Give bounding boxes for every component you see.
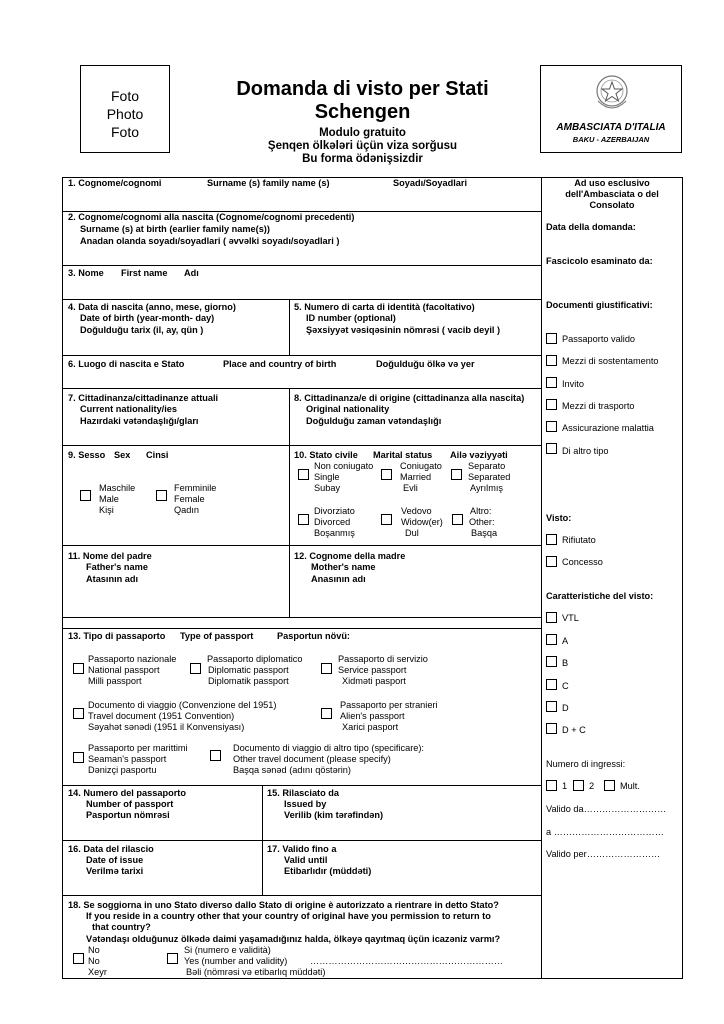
f15-label-en: Issued by [284, 799, 327, 809]
f17-label-az: Etibarlıdır (müddəti) [284, 866, 372, 876]
f16-label-it: 16. Data del rilascio [68, 844, 154, 854]
passport-travel-doc-checkbox[interactable] [73, 708, 84, 719]
f6-label-en: Place and country of birth [223, 359, 337, 369]
date-of-birth-field[interactable] [63, 337, 288, 354]
other-label-en: Other: [469, 517, 495, 527]
sidebar-heading-line2: dell'Ambasciata o del [565, 189, 659, 199]
feature-vtl-label: VTL [562, 613, 579, 623]
widow-label-az: Dul [405, 528, 419, 538]
national-passport-label-en: National passport [88, 665, 160, 675]
passport-service-checkbox[interactable] [321, 663, 332, 674]
feature-c-checkbox[interactable] [546, 679, 557, 690]
form-subtitle-free-az: Bu forma ödənişsizdir [302, 153, 423, 165]
f5-label-it: 5. Numero di carta di identità (facoltativo) [294, 302, 475, 312]
sidebar-heading-line3: Consolato [589, 200, 635, 210]
f11-label-it: 11. Nome del padre [68, 551, 152, 561]
date-of-issue-field[interactable] [63, 878, 261, 894]
other-doc-label-az: Başqa sənəd (adını qöstərin) [233, 765, 351, 775]
form-subtitle-az: Şenqen ölkələri üçün viza sorğusu [267, 140, 458, 152]
feature-d-label: D [562, 703, 569, 713]
doc-transport-label: Mezzi di trasporto [562, 401, 635, 411]
f13-label-az: Pasportun növü: [277, 631, 350, 641]
f4-label-az: Doğulduğu tarix (il, ay, qün ) [80, 325, 204, 335]
f3-label-it: 3. Nome [68, 268, 104, 278]
passport-number-field[interactable] [63, 822, 261, 839]
divorced-label-az: Boşanmış [314, 528, 355, 538]
separated-label-it: Separato [468, 461, 506, 471]
married-label-az: Evli [403, 483, 418, 493]
f16-label-en: Date of issue [86, 855, 144, 865]
f17-label-en: Valid until [284, 855, 328, 865]
f10-label-az: Ailə vəziyyəti [450, 450, 508, 460]
f11-label-en: Father's name [86, 562, 148, 572]
marital-widow-checkbox[interactable] [381, 514, 392, 525]
current-nationality-field[interactable] [63, 428, 288, 444]
passport-seaman-checkbox[interactable] [73, 752, 84, 763]
issued-by-field[interactable] [263, 822, 540, 839]
doc-other-checkbox[interactable] [546, 443, 557, 454]
entries-1-label: 1 [562, 781, 568, 791]
travel-doc-label-it: Documento di viaggio (Convenzione del 1951) [88, 700, 277, 710]
f4-label-en: Date of birth (year-month- day) [80, 313, 215, 323]
embassy-box [540, 65, 682, 153]
return-yes-label-it: Si (numero e validità) [184, 945, 271, 955]
seaman-passport-label-it: Passaporto per marittimi [88, 743, 188, 753]
visa-label: Visto: [546, 513, 572, 523]
application-date-label: Data della domanda: [546, 222, 636, 232]
f5-label-az: Şəxsiyyət vəsiqəsinin nömrəsi ( vacib deyil ) [306, 325, 501, 335]
return-no-label-az: Xeyr [88, 967, 107, 977]
male-label-it: Maschile [99, 483, 136, 493]
emblem-icon [592, 71, 632, 117]
f8-label-en: Original nationality [306, 404, 390, 414]
return-no-checkbox[interactable] [73, 953, 84, 964]
marital-single-checkbox[interactable] [298, 469, 309, 480]
f17-label-it: 17. Valido fino a [267, 844, 337, 854]
doc-invitation-checkbox[interactable] [546, 377, 557, 388]
male-label-az: Kişi [99, 505, 114, 515]
f12-label-en: Mother's name [311, 562, 376, 572]
feature-dc-label: D + C [562, 725, 586, 735]
photo-label-az: Foto [110, 124, 139, 140]
original-nationality-field[interactable] [290, 428, 540, 444]
doc-passport-checkbox[interactable] [546, 333, 557, 344]
divorced-label-it: Divorziato [314, 506, 355, 516]
married-label-it: Coniugato [400, 461, 442, 471]
f9-label-az: Cinsi [146, 450, 169, 460]
female-label-en: Female [174, 494, 205, 504]
other-doc-label-it: Documento di viaggio di altro tipo (specificare): [233, 743, 424, 753]
feature-dc-checkbox[interactable] [546, 723, 557, 734]
f18-label-en-cont: that country? [92, 922, 151, 932]
f14-label-en: Number of passport [86, 799, 174, 809]
f1-label-it: 1. Cognome/cognomi [68, 178, 162, 188]
photo-box [80, 65, 170, 153]
feature-a-checkbox[interactable] [546, 634, 557, 645]
sex-female-checkbox[interactable] [156, 490, 167, 501]
embassy-name: AMBASCIATA D'ITALIA [556, 122, 666, 133]
first-name-field[interactable] [63, 280, 540, 298]
separated-label-az: Ayrılmış [470, 483, 504, 493]
single-label-az: Subay [314, 483, 341, 493]
feature-d-checkbox[interactable] [546, 701, 557, 712]
f7-label-en: Current nationality/ies [80, 404, 177, 414]
form-subtitle-free: Modulo gratuito [319, 127, 406, 139]
f13-label-it: 13. Tipo di passaporto [68, 631, 166, 641]
passport-national-checkbox[interactable] [73, 663, 84, 674]
national-passport-label-it: Passaporto nazionale [88, 654, 177, 664]
f12-label-it: 12. Cognome della madre [294, 551, 406, 561]
supporting-docs-label: Documenti giustificativi: [546, 300, 653, 310]
marital-divorced-checkbox[interactable] [298, 514, 309, 525]
alien-passport-label-it: Passaporto per stranieri [340, 700, 438, 710]
f3-label-az: Adı [184, 268, 199, 278]
surname-at-birth-field[interactable] [63, 248, 540, 264]
f12-label-az: Anasının adı [311, 574, 366, 584]
visa-granted-label: Concesso [562, 557, 603, 567]
passport-diplomatic-checkbox[interactable] [190, 663, 201, 674]
sidebar-heading [542, 178, 682, 211]
f15-label-it: 15. Rilasciato da [267, 788, 340, 798]
feature-vtl-checkbox[interactable] [546, 612, 557, 623]
passport-other-checkbox[interactable] [210, 750, 221, 761]
f6-label-it: 6. Luogo di nascita e Stato [68, 359, 185, 369]
father-name-field[interactable] [63, 586, 288, 616]
seaman-passport-label-en: Seaman's passport [88, 754, 167, 764]
embassy-city: BAKU - AZERBAIJAN [572, 135, 650, 144]
f6-label-az: Doğulduğu ölkə və yer [376, 359, 475, 369]
marital-married-checkbox[interactable] [381, 469, 392, 480]
return-yes-details-field[interactable]: ……………………………………………………… [310, 956, 503, 966]
f11-label-az: Atasının adı [86, 574, 139, 584]
visa-granted-checkbox[interactable] [546, 556, 557, 567]
other-label-it: Altro: [470, 506, 492, 516]
photo-label-it: Foto [110, 88, 139, 104]
form-title-line2: Schengen [314, 101, 411, 123]
f1-label-en: Surname (s) family name (s) [207, 178, 330, 188]
f2-label-az: Anadan olanda soyadı/soyadlari ( əvvəlki soyadı/soyadlari ) [80, 236, 340, 246]
alien-passport-label-en: Alien's passport [340, 711, 405, 721]
entries-2-label: 2 [589, 781, 595, 791]
other-label-az: Başqa [471, 528, 498, 538]
other-doc-label-en: Other travel document (please specify) [233, 754, 391, 764]
f13-label-en: Type of passport [180, 631, 254, 641]
doc-means-label: Mezzi di sostentamento [562, 356, 659, 366]
doc-transport-checkbox[interactable] [546, 399, 557, 410]
id-number-field[interactable] [290, 337, 540, 354]
f10-label-en: Marital status [373, 450, 433, 460]
surname-field[interactable] [63, 190, 540, 210]
f7-label-it: 7. Cittadinanza/cittadinanze attuali [68, 393, 219, 403]
photo-label-en: Photo [106, 106, 144, 122]
widow-label-en: Widow(er) [401, 517, 443, 527]
service-passport-label-en: Service passport [338, 665, 407, 675]
diplomatic-passport-label-it: Passaporto diplomatico [207, 654, 303, 664]
service-passport-label-it: Passaporto di servizio [338, 654, 428, 664]
sex-male-checkbox[interactable] [80, 490, 91, 501]
f18-label-it: 18. Se soggiorna in uno Stato diverso dallo Stato di origine è autorizzato a rientrare in detto Stato? [68, 900, 499, 910]
f14-label-az: Pasportun nömrəsi [86, 810, 170, 820]
return-no-label-en: No [88, 956, 100, 966]
doc-passport-label: Passaporto valido [562, 334, 636, 344]
valid-for-field[interactable]: Valido per…………………… [546, 849, 661, 859]
visa-features-label: Caratteristiche del visto: [546, 591, 654, 601]
feature-b-checkbox[interactable] [546, 656, 557, 667]
widow-label-it: Vedovo [401, 506, 432, 516]
return-yes-label-az: Bəli (nömrəsi və etibarlıq müddəti) [186, 967, 326, 977]
single-label-it: Non coniugato [314, 461, 374, 471]
f14-label-it: 14. Numero del passaporto [68, 788, 186, 798]
doc-means-checkbox[interactable] [546, 355, 557, 366]
travel-doc-label-en: Travel document (1951 Convention) [88, 711, 235, 721]
visa-refused-label: Rifiutato [562, 535, 596, 545]
feature-c-label: C [562, 681, 569, 691]
valid-to-field[interactable]: a ……………………………… [546, 827, 664, 837]
doc-insurance-checkbox[interactable] [546, 421, 557, 432]
return-yes-label-en: Yes (number and validity) [184, 956, 288, 966]
diplomatic-passport-label-az: Diplomatik passport [208, 676, 289, 686]
visa-refused-checkbox[interactable] [546, 534, 557, 545]
separated-label-en: Separated [468, 472, 511, 482]
return-no-label-it: No [88, 945, 100, 955]
male-label-en: Male [99, 494, 119, 504]
file-examined-label: Fascicolo esaminato da: [546, 256, 653, 266]
alien-passport-label-az: Xarici pasport [342, 722, 399, 732]
f9-label-it: 9. Sesso [68, 450, 106, 460]
f7-label-az: Hazırdaki vətəndaşlığı/gları [80, 416, 199, 426]
f5-label-en: ID number (optional) [306, 313, 396, 323]
f8-label-it: 8. Cittadinanza/e di origine (cittadinanza alla nascita) [294, 393, 525, 403]
doc-invitation-label: Invito [562, 379, 584, 389]
f8-label-az: Doğulduğu zaman vətəndaşlığı [306, 416, 442, 426]
f4-label-it: 4. Data di nascita (anno, mese, giorno) [68, 302, 236, 312]
entries-2-checkbox[interactable] [573, 780, 584, 791]
passport-alien-checkbox[interactable] [321, 708, 332, 719]
seaman-passport-label-az: Dənizçi pasportu [88, 765, 157, 775]
divorced-label-en: Divorced [314, 517, 351, 527]
sidebar-heading-line1: Ad uso esclusivo [574, 178, 650, 188]
mother-name-field[interactable] [290, 586, 540, 616]
entries-mult-checkbox[interactable] [604, 780, 615, 791]
feature-b-label: B [562, 658, 569, 668]
female-label-it: Femminile [174, 483, 217, 493]
f10-label-it: 10. Stato civile [294, 450, 358, 460]
service-passport-label-az: Xidməti pasport [342, 676, 406, 686]
entries-1-checkbox[interactable] [546, 780, 557, 791]
f2-label-en: Surname (s) at birth (earlier family name(s)) [80, 224, 270, 234]
f3-label-en: First name [121, 268, 168, 278]
female-label-az: Qadın [174, 505, 200, 515]
f18-label-en: If you reside in a country other that your country of original have you permission to return to [86, 911, 491, 921]
form-title-line1: Domanda di visto per Stati [236, 78, 489, 100]
place-of-birth-field[interactable] [63, 371, 540, 387]
single-label-en: Single [314, 472, 340, 482]
f15-label-az: Verilib (kim tərəfindən) [284, 810, 384, 820]
form-header [205, 78, 520, 166]
diplomatic-passport-label-en: Diplomatic passport [208, 665, 289, 675]
valid-until-field[interactable] [263, 878, 540, 894]
marital-other-checkbox[interactable] [452, 514, 463, 525]
f2-label-it: 2. Cognome/cognomi alla nascita (Cognome/cognomi precedenti) [68, 212, 355, 222]
married-label-en: Married [400, 472, 432, 482]
f1-label-az: Soyadı/Soyadlari [393, 178, 468, 188]
return-yes-checkbox[interactable] [167, 953, 178, 964]
national-passport-label-az: Milli passport [88, 676, 142, 686]
travel-doc-label-az: Səyahət sənədi (1951 il Konvensiyası) [88, 722, 245, 732]
entries-mult-label: Mult. [620, 781, 640, 791]
f18-label-az: Vətəndaşı olduğunuz ölkədə daimi yaşamadığınız halda, ölkəyə qayıtmaq üçün icazəniz varmı? [86, 934, 501, 944]
entries-label: Numero di ingressi: [546, 759, 626, 769]
f16-label-az: Verilmə tarixi [86, 866, 144, 876]
marital-separated-checkbox[interactable] [451, 469, 462, 480]
f9-label-en: Sex [114, 450, 131, 460]
valid-from-field[interactable]: Valido da……………………… [546, 804, 667, 814]
doc-insurance-label: Assicurazione malattia [562, 423, 654, 433]
feature-a-label: A [562, 636, 569, 646]
doc-other-label: Di altro tipo [562, 446, 609, 456]
